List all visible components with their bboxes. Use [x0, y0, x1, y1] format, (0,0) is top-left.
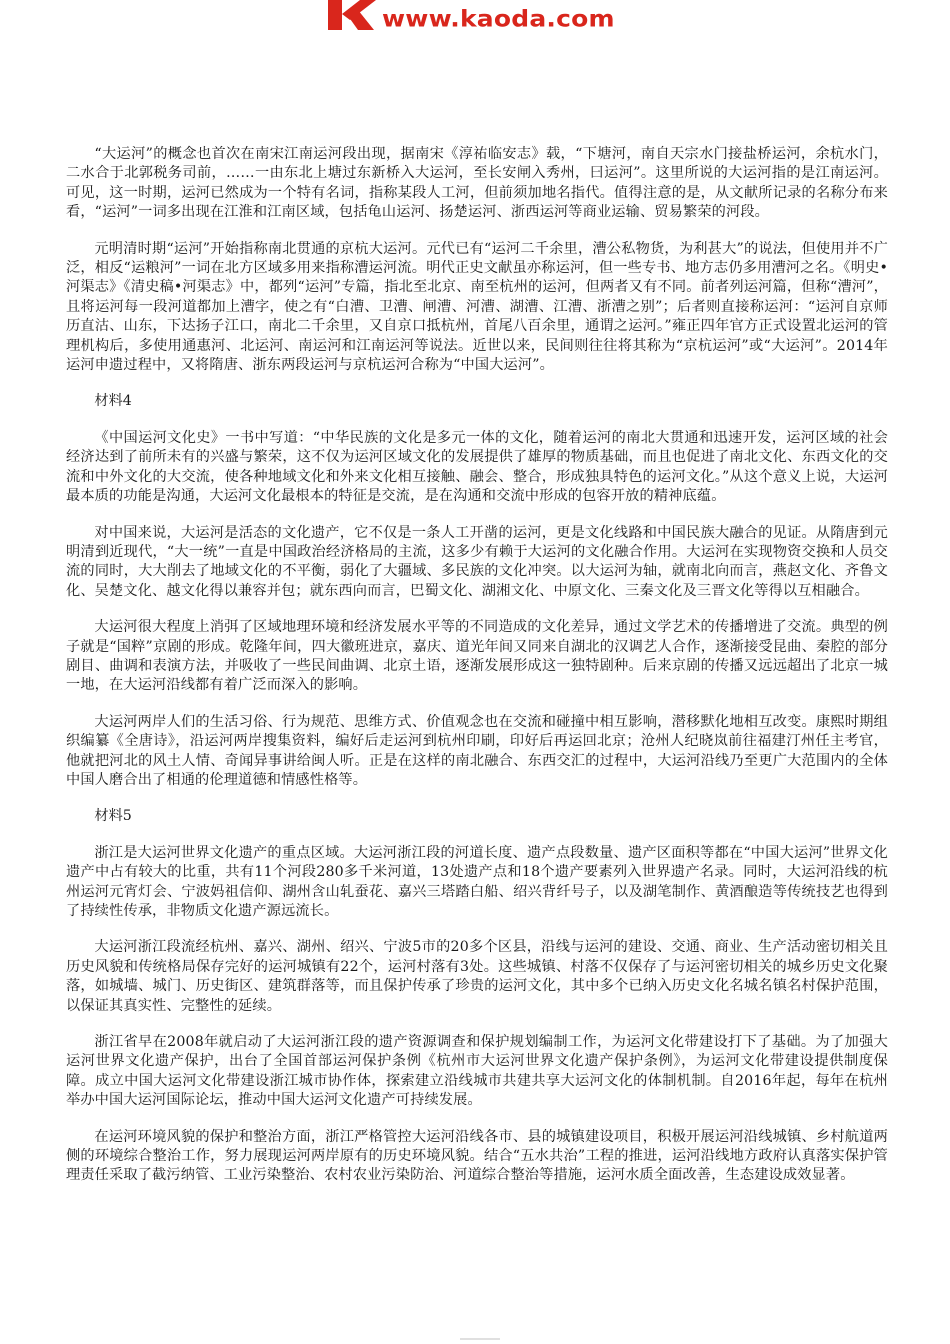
paragraph: 对中国来说，大运河是活态的文化遗产，它不仅是一条人工开凿的运河，更是文化线路和中国民族大融合的见证。从隋唐到元明清到近现代，“大一统”一直是中国政治经济格局的主流，这多少有赖于大运河的文化融合作用。大运河在实现物资交换和人员交流的同时，大大削去了地域文化的不平衡，弱化了大疆域、多民族的文化冲突。以大运河为轴，就南北向而言，燕赵文化、齐鲁文化、吴楚文化、越文化得以兼容并包；就东西向而言，巴蜀文化、湖湘文化、中原文化、三秦文化及三晋文化等得以互相融合。 [66, 524, 888, 599]
paragraph: 浙江省早在2008年就启动了大运河浙江段的遗产资源调查和保护规划编制工作，为运河文化带建设打下了基础。为了加强大运河世界文化遗产保护，出台了全国首部运河保护条例《杭州市大运河世界文化遗产保护条例》，为运河文化带建设提供制度保障。成立中国大运河文化带建设浙江城市协作体，探索建立沿线城市共建共享大运河文化的体制机制。自2016年起，每年在杭州举办中国大运河国际论坛，推动中国大运河文化遗产可持续发展。 [66, 1034, 888, 1109]
site-logo-text: www.kaoda.com [382, 4, 615, 32]
paragraph: 在运河环境风貌的保护和整治方面，浙江严格管控大运河沿线各市、县的城镇建设项目，积极开展运河沿线城镇、乡村航道两侧的环境综合整治工作，努力展现运河两岸原有的历史环境风貌。结合“五水共治”工程的推进，运河沿线地方政府认真落实保护管理责任采取了截污纳管、工业污染整治、农村农业污染防治、河道综合整治等措施，运河水质全面改善，生态建设成效显著。 [66, 1128, 888, 1184]
paragraph: 浙江是大运河世界文化遗产的重点区域。大运河浙江段的河道长度、遗产点段数量、遗产区面积等都在“中国大运河”世界文化遗产中占有较大的比重，共有11个河段280多千米河道，13处遗产点和18个遗产要素列入世界遗产名录。同时，大运河沿线的杭州运河元宵灯会、宁波妈祖信仰、湖州含山轧蚕花、嘉兴三塔踏白船、绍兴背纤号子，以及湖笔制作、黄酒酿造等传统技艺也得到了持续性传承，非物质文化遗产源远流长。 [66, 844, 888, 919]
paragraph: 大运河浙江段流经杭州、嘉兴、湖州、绍兴、宁波5市的20多个区县，沿线与运河的建设、交通、商业、生产活动密切相关且历史风貌和传统格局保存完好的运河城镇有22个，运河村落有3处。这些城镇、村落不仅保存了与运河密切相关的城乡历史文化聚落，如城墙、城门、历史街区、建筑群落等，而且保护传承了珍贵的运河文化，其中多个已纳入历史文化名城名镇名村保护范围，以保证其真实性、完整性的延续。 [66, 939, 888, 1014]
paragraph: “大运河”的概念也首次在南宋江南运河段出现，据南宋《淳祐临安志》载，“下塘河，南自天宗水门接盐桥运河，余杭水门，二水合于北郭税务司前，……一由东北上塘过东新桥入大运河，至长安闸入秀州，曰运河”。这里所说的大运河指的是江南运河。可见，这一时期，运河已然成为一个特有名词，指称某段人工河，但前须加地名指代。值得注意的是，从文献所记录的名称分布来看，“运河”一词多出现在江淮和江南区域，包括龟山运河、扬楚运河、浙西运河等商业运输、贸易繁荣的河段。 [66, 146, 888, 221]
paragraph: 《中国运河文化史》一书中写道：“中华民族的文化是多元一体的文化，随着运河的南北大贯通和迅速开发，运河区域的社会经济达到了前所未有的兴盛与繁荣，这不仅为运河区域文化的发展提供了雄厚的物质基础，而且也促进了南北文化、东西文化的交流和中外文化的大交流，使各种地域文化和外来文化相互接触、融会、整合，形成独具特色的运河文化。”从这个意义上说，大运河最本质的功能是沟通，大运河文化最根本的特征是交流，是在沟通和交流中形成的包容开放的精神底蕴。 [66, 429, 888, 505]
paragraph: 大运河很大程度上消弭了区域地理环境和经济发展水平等的不同造成的文化差异，通过文学艺术的传播增进了交流。典型的例子就是“国粹”京剧的形成。乾隆年间，四大徽班进京，嘉庆、道光年间又同来自湖北的汉调艺人合作，逐渐接受昆曲、秦腔的部分剧目、曲调和表演方法，并吸收了一些民间曲调、北京土语，逐渐发展形成这一独特剧种。后来京剧的传播又远远超出了北京一城一地，在大运河沿线都有着广泛而深入的影响。 [66, 619, 888, 694]
paragraph: 大运河两岸人们的生活习俗、行为规范、思维方式、价值观念也在交流和碰撞中相互影响，潜移默化地相互改变。康熙时期组织编纂《全唐诗》，沿运河两岸搜集资料，编好后走运河到杭州印刷，印好后再运回北京；沧州人纪晓岚前往福建汀州任主考官，他就把河北的风土人情、奇闻异事讲给闽人听。正是在这样的南北融合、东西交汇的过程中，大运河沿线乃至更广大范围内的全体中国人磨合出了相通的伦理道德和情感性格等。 [66, 713, 888, 788]
k-logo-icon [318, 0, 378, 30]
document-body [66, 145, 888, 1203]
section-heading-material-5: 材料5 [94, 808, 132, 825]
paragraph: 元明清时期“运河”开始指称南北贯通的京杭大运河。元代已有“运河二千余里，漕公私物货，为利甚大”的说法，但使用并不广泛，相反“运粮河”一词在北方区域多用来指称漕运河流。明代正史文献虽亦称运河，但一些专书、地方志仍多用漕河之名。《明史•河渠志》《清史稿•河渠志》中，都列“运河”专篇，指北至北京、南至杭州的运河，但两者又有不同。前者列运河篇，但称“漕河”，且将运河每一段河道都加上漕字，使之有“白漕、卫漕、闸漕、河漕、湖漕、江漕、浙漕之别”；后者则直接称运河：“运河自京师历直沽、山东，下达扬子江口，南北二千余里，又自京口抵杭州，首尾八百余里，通谓之运河。”雍正四年官方正式设置北运河的管理机构后，多使用通惠河、北运河、南运河和江南运河等说法。近世以来，民间则往往将其称为“京杭运河”或“大运河”。2014年运河申遗过程中，又将隋唐、浙东两段运河与京杭运河合称为“中国大运河”。 [66, 240, 888, 374]
footer-divider [460, 1338, 500, 1340]
site-logo[interactable] [318, 0, 615, 36]
section-heading-material-4: 材料4 [94, 393, 132, 410]
